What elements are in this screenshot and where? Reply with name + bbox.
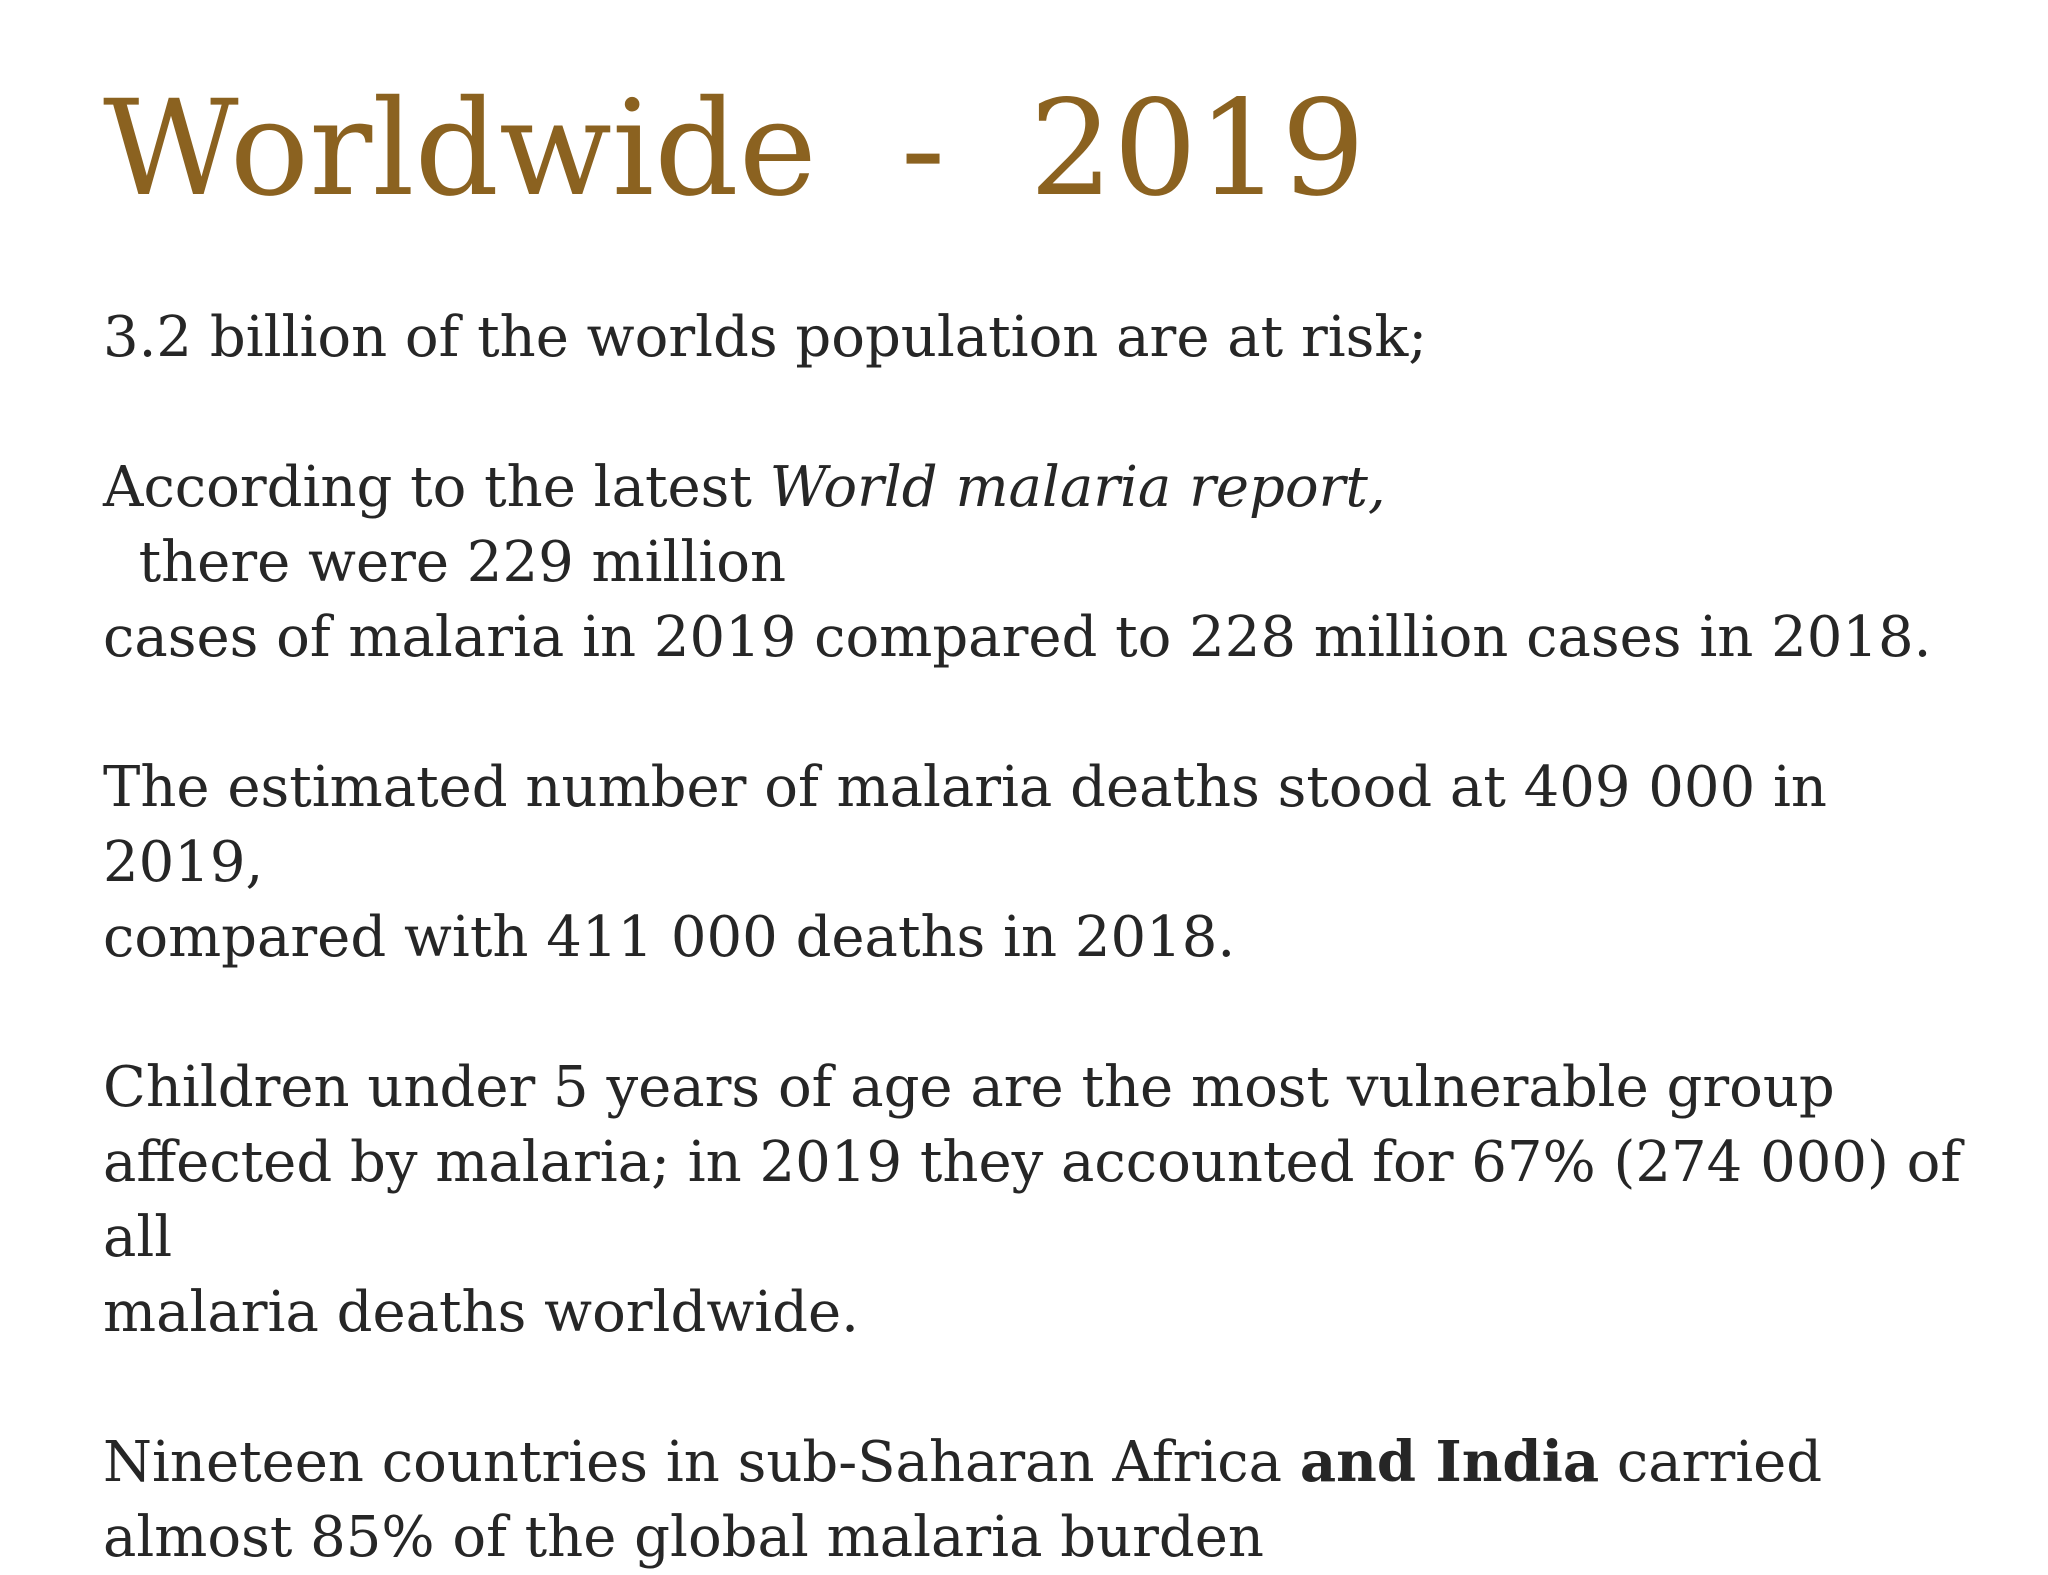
children-line-3: malaria deaths worldwide.	[103, 1280, 859, 1345]
deaths-line-1: The estimated number of malaria deaths stood at 409 000 in 2019,	[103, 755, 1827, 895]
children-line-1: Children under 5 years of age are the most vulnerable group	[103, 1055, 1835, 1120]
countries-line-2: almost 85% of the global malaria burden	[103, 1505, 1264, 1570]
paragraph-deaths	[103, 750, 2003, 975]
risk-line-1: 3.2 billion of the worlds population are at risk;	[103, 305, 1428, 370]
children-line-2: affected by malaria; in 2019 they accounted for 67% (274 000) of all	[103, 1130, 1962, 1270]
paragraph-report	[103, 450, 2003, 675]
countries-text-before: Nineteen countries in sub-Saharan Africa	[103, 1430, 1300, 1495]
slide-content	[103, 300, 2003, 1575]
report-text-after: there were 229 million	[103, 530, 787, 595]
countries-text-after: carried	[1599, 1430, 1823, 1495]
slide-title: Worldwide - 2019	[103, 72, 1366, 226]
report-text-before: According to the latest	[103, 455, 770, 520]
countries-bold-india: and India	[1299, 1429, 1600, 1495]
report-title-italic: World malaria report,	[769, 455, 1386, 520]
deaths-line-2: compared with 411 000 deaths in 2018.	[103, 905, 1236, 970]
paragraph-countries	[103, 1425, 2003, 1575]
report-line-2: cases of malaria in 2019 compared to 228 million cases in 2018.	[103, 605, 1932, 670]
paragraph-children	[103, 1050, 2003, 1350]
paragraph-risk	[103, 300, 2003, 375]
